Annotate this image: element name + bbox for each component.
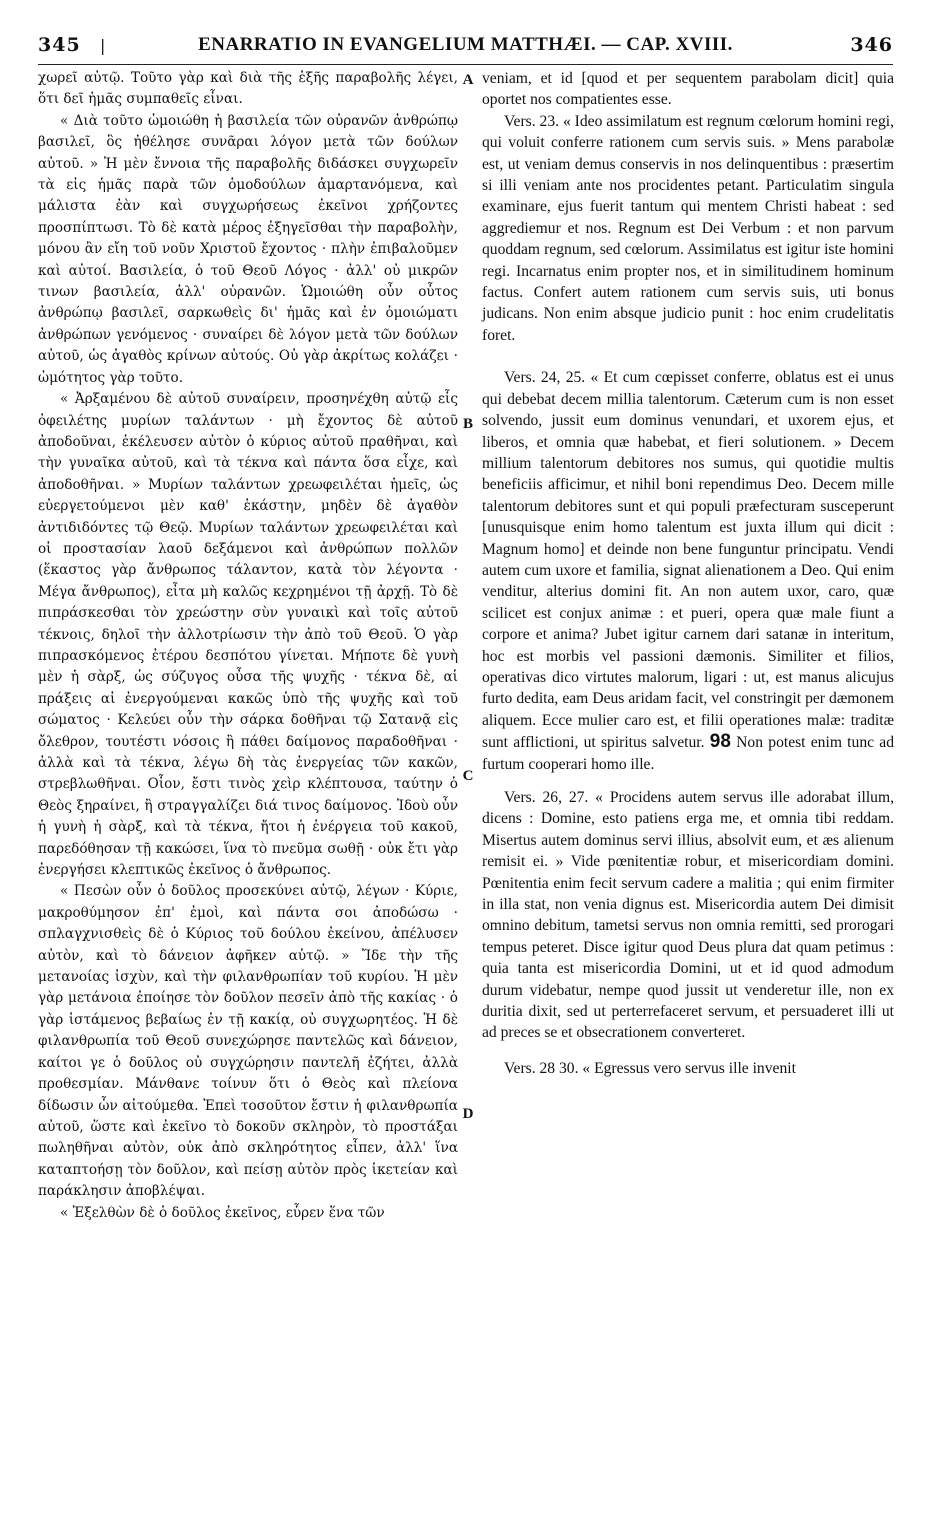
latin-paragraph-3-text: Vers. 24, 25. « Et cum cœpisset conferre, oblatus est ei unus qui debebat decem millia talentorum. Cæterum cum is non esset solvendo, jussit eum dominus venundari, et uxorem ejus, et liberos, et omnia quæ habebat, et fieri solutionem. » Decem millium talentorum debitores nos sumus, qui quotidie multis beneficiis afficimur, et nihil boni rependimus Deo. Decem mille talentorum debitores sunt et qui populi præfecturam susceperunt [unusquisque enim homo talentum est juxta illum qui dicit : Magnum homo] et deinde non bene funguntur principatu. Vendi autem cum uxore et familia, signat alienationem a Deo. Qui enim venditur, alterius domini fit. An non autem uxor, caro, quæ scilicet est conjux animæ : et pueri, opera quæ male fiunt a corpore et anima? Jubet igitur carnem dari satanæ in interitum, hoc est morbis vel passioni dæmonis. Similiter et filios, operativas dico virtutes malorum, ligari : ut, est manus alicujus furto dedita, eam Deus aridam facit, vel constringit per dæmonem aliquem. Ecce mulier caro est, et filii operationes malæ: traditæ sunt afflictioni, ut spiritus salvetur. [482, 369, 894, 752]
section-marker-b: B [462, 416, 473, 432]
latin-paragraph-3 [482, 367, 894, 775]
greek-paragraph-5: « Ἐξελθὼν δὲ ὁ δοῦλος ἐκεῖνος, εὗρεν ἕνα τῶν [60, 1204, 385, 1221]
greek-paragraph-4: « Πεσὼν οὖν ὁ δοῦλος προσεκύνει αὐτῷ, λέγων · Κύριε, μακροθύμησον ἐπ' ἐμοὶ, καὶ πάντα σοι ἀποδώσω · σπλαγχνισθεὶς δὲ ὁ Κύριος τοῦ δούλου ἐκείνου, ἀπέλυσεν αὐτὸν, καὶ τὸ δάνειον ἀφῆκεν αὐτῷ. » Ἴδε τὴν τῆς μετανοίας ἰσχὺν, καὶ τὴν φιλανθρωπίαν τοῦ κυρίου. Ἡ μὲν γὰρ μετάνοια ἐποίησε τὸν δοῦλον πεσεῖν ἀπὸ τῆς κακίας · ὁ γὰρ ἱστάμενος βεβαίως ἐν τῇ κακίᾳ, οὐ συγχωρητέος. Ἡ δὲ φιλανθρωπία τοῦ Θεοῦ συνεχώρησε παντελῶς καὶ δάνειον, καίτοι γε ὁ δοῦλος οὐ συγχώρησιν παντελῆ ἐζήτει, ἀλλὰ προθεσμίαν. Μάνθανε τοίνυν ὅτι ὁ Θεὸς καὶ πλείονα δίδωσιν ὧν αἰτούμεθα. Ἐπεὶ τοσοῦτον ἔστιν ἡ φιλανθρωπία αὐτοῦ, ὥστε καὶ ἐκεῖνο τὸ δοκοῦν σκληρὸν, τὸ προστάξαι πωληθῆναι αὐτὸν, οὐκ ἀπὸ σκληρότητος εἶπεν, ἀλλ' ἵνα καταπτοήσῃ τὸν δοῦλον, καὶ πείσῃ αὐτὸν πρὸς ἱκετείαν καὶ παράκλησιν ἀποβλέψαι. [38, 883, 458, 1200]
latin-paragraph-2: Vers. 23. « Ideo assimilatum est regnum cœlorum homini regi, qui voluit conferre rationem cum servis suis. » Mens parabolæ est, ut veniam demus conservis in nos delinquentibus : præsertim si illi veniam ante nos procidentes petant. Particulatim singula examinare, ejus fuerit tantum qui mentem Christi habeat : sed aggrediemur et nos. Regnum est Dei Verbum : et non parvum quoddam regnum, sed cœlorum. Assimilatus est igitur iste homini regi. Incarnatus enim propter nos, et in similitudinem hominum factus. Confert autem rationem cum servis suis, uti bonus judicans. Non enim absque judicio punit : hoc enim crudelitatis foret. [482, 112, 894, 344]
latin-paragraph-4: Vers. 26, 27. « Procidens autem servus ille adorabat illum, dicens : Domine, esto patiens erga me, et omnia tibi reddam. Misertus autem dominus servi illius, absolvit eum, et æs alienum remisit ei. » Vide pœnitentiæ robur, et misericordiam domini. Pœnitentia enim fecit servum cadere a malitia ; qui enim firmiter in illa stat, non venia dignus est. Misericordia autem Dei dimisit omnino debitum, tametsi servus non omnia remitti, sed prorogari tempus peteret. Disce igitur quod Deus plura dat quam petimus : quia tanta est misericordia Domini, ut et id quod admodum durum videbatur, nempe quod jussit ut venderetur ille, non ex duritia dixit, sed ut perterrefaceret servum, et persuaderet illi ut ad preces se et obsecrationem converteret. [482, 789, 894, 1042]
left-page-number: 345 [38, 34, 81, 56]
latin-paragraph-1: veniam, et id [quod et per sequentem parabolam dicit] quia oportet nos compatientes esse. [482, 70, 894, 109]
running-title: ENARRATIO IN EVANGELIUM MATTHÆI. — CAP. XVIII. [198, 34, 733, 55]
latin-paragraph-3-end: Non potest enim tunc ad furtum cooperari homo ille. [482, 734, 894, 773]
greek-paragraph-1: χωρεῖ αὐτῷ. Τοῦτο γὰρ καὶ διὰ τῆς ἑξῆς παραβολῆς λέγει, ὅτι δεῖ ἡμᾶς συμπαθεῖς εἶναι. [38, 70, 458, 108]
column-number: 98 [709, 731, 731, 753]
running-header [38, 30, 893, 65]
section-marker-a: A [462, 72, 474, 88]
right-page-number: 346 [850, 34, 893, 56]
section-marker-c: C [462, 768, 474, 784]
latin-paragraph-5: Vers. 28 30. « Egressus vero servus ille invenit [504, 1059, 796, 1077]
greek-paragraph-3: « Ἀρξαμένου δὲ αὐτοῦ συναίρειν, προσηνέχθη αὐτῷ εἷς ὀφειλέτης μυρίων ταλάντων · μὴ ἔχοντος δὲ αὐτοῦ ἀποδοῦναι, ἐκέλευσεν αὐτὸν ὁ κύριος αὐτοῦ πραθῆναι, καὶ τὴν γυναῖκα αὐτοῦ, καὶ τὰ τέκνα καὶ πάντα ὅσα εἶχε, καὶ ἀποδοθῆναι. » Μυρίων ταλάντων χρεωφειλέται ἡμεῖς, ὡς εὐεργετούμενοι μὲν καθ' ἑκάστην, μηδὲν δὲ ἀγαθὸν ἀντιδιδόντες τῷ Θεῷ. Μυρίων ταλάντων χρεωφειλέται καὶ οἱ προστασίαν λαοῦ δεξάμενοι καὶ ἀνθρώπων πολλῶν (ἕκαστος γὰρ ἄνθρωπος τάλαντον, κατὰ τὸν λέγοντα · Μέγα ἄνθρωπος), εἶτα μὴ καλῶς κεχρημένοι τῇ ἀρχῇ. Τὸ δὲ πιπράσκεσθαι τὸν χρεώστην σὺν γυναικὶ καὶ τοῖς αὐτοῦ τέκνοις, δηλοῖ τὴν ἀλλοτρίωσιν τὴν ἀπὸ τοῦ Θεοῦ. Ὁ γὰρ πιπρασκόμενος ἑτέρου δεσπότου γίνεται. Μήποτε δὲ γυνὴ μὲν ἡ σὰρξ, ὡς σύζυγος οὖσα τῆς ψυχῆς · τέκνα δὲ, αἱ πράξεις αἱ ἐνεργούμεναι κακῶς ὑπὸ τῆς ψυχῆς καὶ τοῦ σώματος · Κελεύει οὖν τὴν σάρκα δοθῆναι τῷ Σατανᾷ εἰς ὄλεθρον, τουτέστι νόσοις ἢ πάθει δαίμονος παραδοθῆναι · ἀλλὰ καὶ τὰ τέκνα, λέγω δὴ τὰς ἐνεργείας τῶν κακῶν, στρεβλωθῆναι. Οἷον, ἔστι τινὸς χεὶρ κλέπτουσα, ταύτην ὁ Θεὸς ξηραίνει, ἢ στραγγαλίζει διά τινος δαίμονος. Ἰδοὺ οὖν ἡ γυνὴ ἡ σὰρξ, καὶ τὰ τέκνα, ἤτοι ἡ ἐνέργεια τοῦ κακοῦ, παρεδόθησαν τῇ κακώσει, ἵνα τὸ πνεῦμα σωθῇ · οὐκ ἔτι γὰρ ἐνεργήσει κλεπτικῶς ἐκεῖνος ὁ ἄνθρωπος. [38, 391, 458, 879]
greek-paragraph-2: « Διὰ τοῦτο ὡμοιώθη ἡ βασιλεία τῶν οὐρανῶν ἀνθρώπῳ βασιλεῖ, ὃς ἠθέλησε συνᾶραι λόγον μετὰ τῶν δούλων αὐτοῦ. » Ἡ μὲν ἔννοια τῆς παραβολῆς διδάσκει συγχωρεῖν τὰ εἰς ἡμᾶς παρὰ τῶν ὁμοδούλων ἁμαρτανόμενα, καὶ μάλιστα ἐὰν καὶ συγχωρήσεως ἐκεῖνοι χρήζοντες προσπίπτωσι. Τὸ δὲ κατὰ μέρος ἐξηγεῖσθαι τὴν παραβολὴν, μόνου ἂν εἴη τοῦ νοῦν Χριστοῦ ἔχοντος · πλὴν ἐπιβαλοῦμεν καὶ αὐτοί. Βασιλεία, ὁ τοῦ Θεοῦ Λόγος · ἀλλ' οὐ μικρῶν τινων βασιλεία, ἀλλ' οὐρανῶν. Ὡμοιώθη οὖν οὗτος ἀνθρώπῳ βασιλεῖ, σαρκωθεὶς δι' ἡμᾶς καὶ ἐν ὁμοιώματι ἀνθρώπων γενόμενος · συναίρει δὲ λόγον μετὰ τῶν δούλων αὐτοῦ, ὡς ἀγαθὸς κρίνων αὐτούς. Οὐ γὰρ ἀκρίτως κολάζει · ὠμότητος γὰρ τοῦτο. [38, 112, 458, 386]
greek-column [38, 68, 458, 1224]
latin-column [482, 68, 894, 1079]
header-separator: | [100, 36, 106, 55]
section-marker-d: D [462, 1106, 474, 1122]
